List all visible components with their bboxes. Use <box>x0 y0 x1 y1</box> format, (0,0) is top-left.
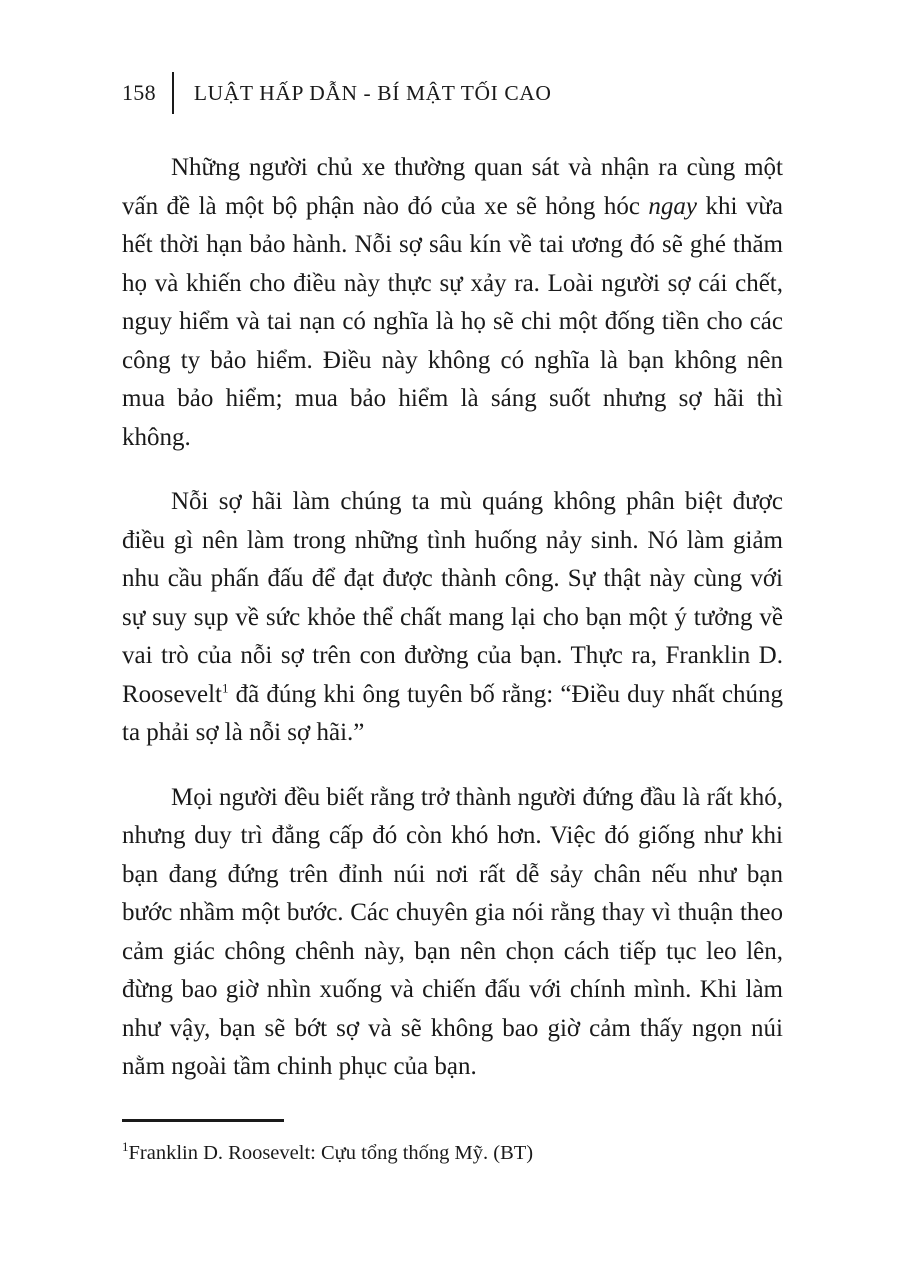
paragraph-1 <box>122 149 783 457</box>
page-number: 158 <box>122 80 156 105</box>
footnote-reference: 1 <box>222 680 229 696</box>
paragraph-1-text-end: khi vừa hết thời hạn bảo hành. Nỗi sợ sâu kín về tai ương đó sẽ ghé thăm họ và khiến cho điều này thực sự xảy ra. Loài người sợ cái chết, nguy hiểm và tai nạn có nghĩa là họ sẽ chi một đống tiền cho các công ty bảo hiểm. Điều này không có nghĩa là bạn không nên mua bảo hiểm; mua bảo hiểm là sáng suốt nhưng sợ hãi thì không. <box>122 192 784 451</box>
paragraph-2-text-end: đã đúng khi ông tuyên bố rằng: “Điều duy nhất chúng ta phải sợ là nỗi sợ hãi.” <box>122 680 783 746</box>
footnote <box>122 1139 533 1167</box>
page-header <box>122 72 552 114</box>
body-text <box>122 149 783 1113</box>
paragraph-1-emphasis: ngay <box>648 192 698 220</box>
header-divider <box>172 72 174 114</box>
paragraph-2 <box>122 483 783 753</box>
footnote-separator <box>122 1119 284 1122</box>
footnote-text: Franklin D. Roosevelt: Cựu tổng thống Mỹ. (BT) <box>128 1142 534 1164</box>
paragraph-1-text-start: Những người chủ xe thường quan sát và nhận ra cùng một vấn đề là một bộ phận nào đó của xe sẽ hỏng hóc <box>122 154 783 220</box>
paragraph-3: Mọi người đều biết rằng trở thành người đứng đầu là rất khó, nhưng duy trì đẳng cấp đó còn khó hơn. Việc đó giống như khi bạn đang đứng trên đỉnh núi nơi rất dễ sảy chân nếu như bạn bước nhầm một bước. Các chuyên gia nói rằng thay vì thuận theo cảm giác chông chênh này, bạn nên chọn cách tiếp tục leo lên, đừng bao giờ nhìn xuống và chiến đấu với chính mình. Khi làm như vậy, bạn sẽ bớt sợ và sẽ không bao giờ cảm thấy ngọn núi nằm ngoài tầm chinh phục của bạn. <box>122 783 783 1080</box>
running-title: LUẬT HẤP DẪN - BÍ MẬT TỐI CAO <box>193 80 552 105</box>
footnote-mark: 1 <box>122 1139 129 1155</box>
paragraph-2-text-start: Nỗi sợ hãi làm chúng ta mù quáng không phân biệt được điều gì nên làm trong những tình huống nảy sinh. Nó làm giảm nhu cầu phấn đấu để đạt được thành công. Sự thật này cùng với sự suy sụp về sức khỏe thể chất mang lại cho bạn một ý tưởng về vai trò của nỗi sợ trên con đường của bạn. Thực ra, Franklin D. Roosevelt <box>122 488 783 708</box>
